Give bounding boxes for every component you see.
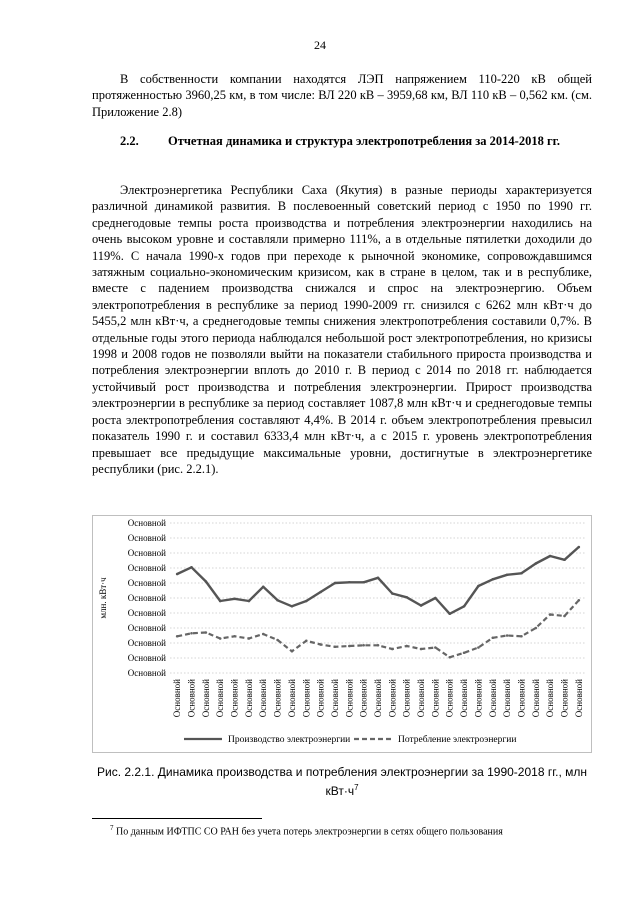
x-tick-label: Основной xyxy=(358,679,369,718)
x-tick-label: Основной xyxy=(516,679,527,718)
consumption-point xyxy=(549,613,552,616)
consumption-point xyxy=(334,645,337,648)
production-point xyxy=(491,578,494,581)
production-point xyxy=(520,572,523,575)
production-point xyxy=(362,581,365,584)
x-tick-label: Основной xyxy=(229,679,240,718)
production-point xyxy=(248,600,251,603)
x-tick-label: Основной xyxy=(215,679,226,718)
consumption-point xyxy=(305,639,308,642)
x-tick-label: Основной xyxy=(373,679,383,718)
x-tick-label: Основной xyxy=(502,679,513,718)
y-tick-label: Основной xyxy=(127,578,166,588)
paragraph-energy-dynamics: Электроэнергетика Республики Саха (Якутия) в разные периоды характеризуется различной динамикой развития. В послевоенный советский период с 1950 по 1990 гг. среднегодовые темпы роста производства и потребления электроэнергии находились на очень высоком уровне и составляли примерно 111%, а в отдельные пятилетки доходили до 119%. С начала 1990-х годов при переходе к рыночной экономике, сопровождавшимся затяжным социально-экономическим кризисом, как в стране в целом, так и в республике, вместе с падением производства снижался и спрос на электроэнергию. Объем электропотребления в республике за период 1990-2009 гг. снизился с 6262 млн кВт·ч до 5455,2 млн кВт·ч, а среднегодовые темпы снижения электропотребления составили 0,7%. В отдельные годы этого периода наблюдался небольшой рост электропотребления, но кризисы 1998 и 2008 годов не позволяли выйти на показатели стабильного прироста производства и потребления электроэнергии вплоть до 2010 г. В период с 2014 по 2018 гг. наблюдается устойчивый рост производства и потребления электроэнергии. Прирост производства электроэнергии в республике за период составляет 1087,8 млн кВт·ч и среднегодовые темпы роста электропотребления составляют 4,4%. В 2014 г. объем электропотребления превысил показатель 1990 г. и составил 6333,4 млн кВт·ч, а с 2015 г. уровень электропотребления превышает все предыдущие максимальные уровни, достигнутые в электроэнергетике республики (рис. 2.2.1). xyxy=(92,183,592,476)
consumption-point xyxy=(534,627,537,630)
x-tick-label: Основной xyxy=(573,679,584,718)
consumption-point xyxy=(205,631,208,634)
x-tick-label: Основной xyxy=(473,679,484,718)
consumption-point xyxy=(319,643,322,646)
consumption-point xyxy=(463,651,466,654)
consumption-point xyxy=(434,646,437,649)
y-tick-label: Основной xyxy=(127,638,166,648)
production-point xyxy=(291,605,294,608)
x-tick-label: Основной xyxy=(315,679,326,718)
production-point xyxy=(276,599,279,602)
consumption-point xyxy=(348,645,351,648)
production-point xyxy=(377,576,380,579)
x-tick-label: Основной xyxy=(545,679,556,718)
production-point xyxy=(477,585,480,588)
y-tick-label: Основной xyxy=(127,533,166,543)
consumption-point xyxy=(491,636,494,639)
production-point xyxy=(463,605,466,608)
x-tick-label: Основной xyxy=(200,679,211,718)
x-tick-label: Основной xyxy=(186,679,197,718)
production-point xyxy=(506,573,509,576)
production-point xyxy=(405,596,408,599)
consumption-point xyxy=(176,635,179,638)
consumption-point xyxy=(477,646,480,649)
y-tick-label: Основной xyxy=(127,548,166,558)
consumption-point xyxy=(248,637,251,640)
section-title: Отчетная динамика и структура электропотребления за 2014-2018 гг. xyxy=(168,134,561,148)
consumption-point xyxy=(405,645,408,648)
chart-svg xyxy=(92,515,592,753)
x-tick-label: Основной xyxy=(430,679,441,718)
x-tick-label: Основной xyxy=(329,679,340,718)
consumption-point xyxy=(362,644,365,647)
consumption-point xyxy=(190,632,193,635)
x-tick-label: Основной xyxy=(301,679,312,718)
footnote-mark: 7 xyxy=(110,824,114,832)
production-point xyxy=(348,581,351,584)
x-tick-label: Основной xyxy=(243,679,254,718)
production-point xyxy=(219,600,222,603)
consumption-point xyxy=(420,648,423,651)
x-tick-label: Основной xyxy=(559,679,570,718)
consumption-point xyxy=(291,650,294,653)
production-point xyxy=(205,580,208,583)
footnote-rule xyxy=(92,818,262,819)
production-point xyxy=(262,585,265,588)
production-point xyxy=(233,597,236,600)
footnote xyxy=(110,824,503,837)
consumption-point xyxy=(219,637,222,640)
x-tick-label: Основной xyxy=(258,679,269,718)
production-point xyxy=(434,597,437,600)
caption-text: Рис. 2.2.1. Динамика производства и потребления электроэнергии за 1990-2018 гг., млн кВт·ч xyxy=(97,765,587,798)
consumption-point xyxy=(563,615,566,618)
production-point xyxy=(420,604,423,607)
production-point xyxy=(448,612,451,615)
consumption-point xyxy=(506,634,509,637)
consumption-point xyxy=(262,633,265,636)
production-point xyxy=(563,558,566,561)
x-tick-label: Основной xyxy=(401,679,412,718)
production-point xyxy=(305,600,308,603)
consumption-point xyxy=(233,635,236,638)
y-tick-label: Основной xyxy=(127,653,166,663)
x-tick-label: Основной xyxy=(459,679,470,718)
x-tick-label: Основной xyxy=(444,679,455,718)
consumption-point xyxy=(520,635,523,638)
x-tick-label: Основной xyxy=(344,679,355,718)
y-tick-label: Основной xyxy=(127,668,166,678)
y-axis-label: млн. кВт·ч xyxy=(98,577,108,619)
legend-label-production: Производство электроэнергии xyxy=(228,735,351,745)
energy-dynamics-chart xyxy=(92,515,592,753)
section-number: 2.2. xyxy=(120,134,139,148)
production-point xyxy=(176,573,179,576)
x-tick-label: Основной xyxy=(387,679,398,718)
production-point xyxy=(578,546,581,549)
consumption-point xyxy=(448,656,451,659)
production-point xyxy=(391,592,394,595)
production-point xyxy=(549,555,552,558)
caption-footnote-mark: 7 xyxy=(354,783,359,792)
consumption-point xyxy=(578,599,581,602)
y-tick-label: Основной xyxy=(127,518,166,528)
figure-caption xyxy=(92,765,592,799)
production-point xyxy=(190,566,193,569)
x-tick-label: Основной xyxy=(172,679,183,718)
consumption-point xyxy=(377,644,380,647)
legend-label-consumption: Потребление электроэнергии xyxy=(398,735,517,745)
y-tick-label: Основной xyxy=(127,593,166,603)
footnote-text: По данным ИФТПС СО РАН без учета потерь электроэнергии в сетях общего пользования xyxy=(116,826,503,838)
x-tick-label: Основной xyxy=(272,679,283,718)
consumption-point xyxy=(276,639,279,642)
x-tick-label: Основной xyxy=(530,679,541,718)
x-tick-label: Основной xyxy=(286,679,297,718)
x-tick-label: Основной xyxy=(416,679,427,718)
section-heading xyxy=(92,133,592,149)
y-tick-label: Основной xyxy=(127,623,166,633)
y-tick-label: Основной xyxy=(127,608,166,618)
x-tick-label: Основной xyxy=(487,679,498,718)
y-tick-label: Основной xyxy=(127,563,166,573)
production-point xyxy=(319,591,322,594)
production-point xyxy=(334,582,337,585)
paragraph-power-lines: В собственности компании находятся ЛЭП напряжением 110-220 кВ общей протяженностью 3960,25 км, в том числе: ВЛ 220 кВ – 3959,68 км, ВЛ 110 кВ – 0,562 км. (см. Приложение 2.8) xyxy=(92,72,592,119)
production-point xyxy=(534,562,537,565)
page-number: 24 xyxy=(314,38,326,52)
consumption-point xyxy=(391,648,394,651)
